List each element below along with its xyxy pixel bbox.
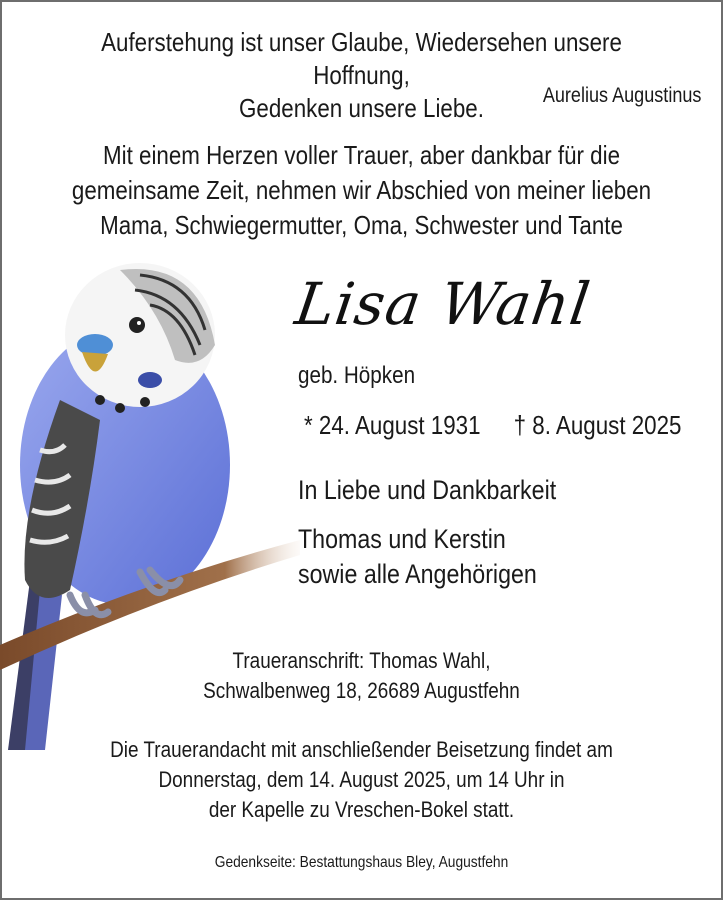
closing-greeting: In Liebe und Dankbarkeit <box>298 475 557 505</box>
quote-line-2: Gedenken unsere Liebe. <box>239 93 484 123</box>
mourners-list <box>298 522 576 592</box>
memorial-page-footer: Gedenkseite: Bestattungshaus Bley, Augustfehn <box>214 854 509 871</box>
deceased-name: Lisa Wahl <box>291 270 595 338</box>
birth-date: * 24. August 1931 <box>304 410 481 440</box>
intro-line-2: gemeinsame Zeit, nehmen wir Abschied von meiner lieben <box>71 175 652 205</box>
maiden-name: geb. Höpken <box>298 362 416 389</box>
address-line-2: Schwalbenweg 18, 26689 Augustfehn <box>203 678 520 703</box>
life-dates <box>304 410 723 441</box>
quote-author: Aurelius Augustinus <box>542 84 701 107</box>
intro-line-3: Mama, Schwiegermutter, Oma, Schwester und Tante <box>100 210 623 240</box>
intro-text <box>0 138 723 243</box>
service-line-3: der Kapelle zu Vreschen-Bokel statt. <box>208 797 515 822</box>
address-line-1: Traueranschrift: Thomas Wahl, <box>232 648 491 673</box>
service-info <box>0 735 723 825</box>
epigraph-quote <box>0 26 723 125</box>
service-line-2: Donnerstag, dem 14. August 2025, um 14 Uhr in <box>158 767 565 792</box>
mourners-line-2: sowie alle Angehörigen <box>298 559 537 589</box>
intro-line-1: Mit einem Herzen voller Trauer, aber dankbar für die <box>102 140 621 170</box>
service-line-1: Die Trauerandacht mit anschließender Beisetzung findet am <box>110 737 613 762</box>
mourning-address <box>0 646 723 706</box>
death-date: † 8. August 2025 <box>513 410 682 440</box>
mourners-line-1: Thomas und Kerstin <box>298 524 506 554</box>
quote-line-1: Auferstehung ist unser Glaube, Wiedersehen unsere Hoffnung, <box>101 27 622 90</box>
